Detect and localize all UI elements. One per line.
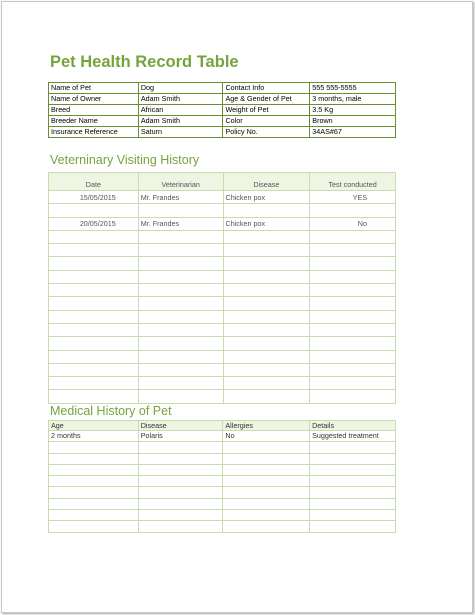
visits-cell [223,284,310,297]
medical-row [49,521,396,532]
visits-cell: Chicken pox [223,217,310,230]
medical-cell [138,464,223,475]
visits-cell [310,297,396,310]
medical-row [49,498,396,509]
visits-cell [223,310,310,323]
visits-cell [138,244,223,257]
visits-row [49,284,396,297]
medical-header-details: Details [310,421,396,431]
medical-row [49,510,396,521]
medical-cell [138,476,223,487]
medical-cell [138,510,223,521]
visits-cell [223,323,310,336]
medical-cell [49,464,139,475]
info-value: Adam Smith [138,94,223,105]
medical-cell [49,521,139,532]
visits-cell [223,257,310,270]
visits-cell [138,390,223,403]
visits-cell [49,323,139,336]
medical-cell [49,453,139,464]
visits-header-test: Test conducted [310,173,396,191]
visits-cell [138,337,223,350]
medical-cell [223,464,310,475]
info-value: 34AS#67 [310,127,396,138]
medical-cell [310,476,396,487]
visits-cell [223,297,310,310]
visits-row [49,230,396,243]
visits-header-row [49,173,396,191]
visits-cell [223,244,310,257]
visits-cell [49,284,139,297]
info-value: Brown [310,116,396,127]
medical-cell [138,453,223,464]
info-value: 3 months, male [310,94,396,105]
visits-section-title: Veterninary Visiting History [50,153,200,167]
info-row [49,116,396,127]
document-page [1,1,473,613]
visits-cell [223,363,310,376]
info-label: Age & Gender of Pet [223,94,310,105]
medical-cell [223,476,310,487]
info-row [49,127,396,138]
visits-cell [223,377,310,390]
visits-row [49,297,396,310]
medical-header-allergies: Allergies [223,421,310,431]
medical-cell [138,487,223,498]
visits-cell [310,284,396,297]
visits-cell: YES [310,191,396,204]
info-label: Name of Owner [49,94,139,105]
info-label: Contact Info [223,83,310,94]
medical-cell [49,510,139,521]
medical-cell [223,498,310,509]
visits-row [49,257,396,270]
visits-row [49,270,396,283]
medical-cell [49,487,139,498]
info-value: Adam Smith [138,116,223,127]
visits-row [49,204,396,217]
medical-cell [223,442,310,453]
visits-cell [138,284,223,297]
visits-cell [49,297,139,310]
visits-cell [223,390,310,403]
visits-cell [49,230,139,243]
visits-cell [138,377,223,390]
visits-cell [49,377,139,390]
visits-cell [49,204,139,217]
medical-cell [310,521,396,532]
visits-cell [310,270,396,283]
info-label: Insurance Reference [49,127,139,138]
visits-header-date: Date [49,173,139,191]
visits-cell [49,390,139,403]
visits-cell: No [310,217,396,230]
visits-row [49,310,396,323]
visits-cell [49,270,139,283]
medical-cell: 2 months [49,431,139,442]
visits-header-veterinarian: Veterinarian [138,173,223,191]
visits-cell [138,204,223,217]
medical-row [49,431,396,442]
visits-cell [138,230,223,243]
visits-row [49,217,396,230]
info-label: Breed [49,105,139,116]
visits-cell [138,297,223,310]
visits-row [49,363,396,376]
visits-cell: Mr. Frandes [138,191,223,204]
visits-cell [138,323,223,336]
visits-cell [49,337,139,350]
visits-cell [138,363,223,376]
visits-cell [223,337,310,350]
medical-cell [49,442,139,453]
visits-cell [310,363,396,376]
medical-cell [138,498,223,509]
info-label: Weight of Pet [223,105,310,116]
visits-row [49,377,396,390]
medical-cell [310,442,396,453]
medical-cell [310,498,396,509]
visits-cell [310,244,396,257]
visits-cell [223,230,310,243]
visits-row [49,390,396,403]
visits-table [48,172,396,404]
medical-cell [223,453,310,464]
visits-cell: Chicken pox [223,191,310,204]
medical-row [49,487,396,498]
visits-cell [223,270,310,283]
visits-row [49,337,396,350]
visits-cell [310,323,396,336]
visits-cell: 15/05/2015 [49,191,139,204]
visits-cell: Mr. Frandes [138,217,223,230]
medical-cell [310,464,396,475]
page-title: Pet Health Record Table [50,53,239,71]
visits-cell [49,310,139,323]
info-value: African [138,105,223,116]
medical-cell: No [223,431,310,442]
medical-cell [138,521,223,532]
visits-cell [138,257,223,270]
visits-cell [310,230,396,243]
info-label: Policy No. [223,127,310,138]
medical-cell [310,487,396,498]
medical-row [49,453,396,464]
visits-cell [138,350,223,363]
info-row [49,83,396,94]
info-row [49,105,396,116]
medical-cell: Suggested treatment [310,431,396,442]
medical-header-row [49,421,396,431]
visits-row [49,350,396,363]
medical-header-disease: Disease [138,421,223,431]
visits-cell [310,350,396,363]
info-row [49,94,396,105]
visits-cell [223,350,310,363]
medical-row [49,476,396,487]
visits-cell [310,257,396,270]
visits-cell [310,310,396,323]
visits-cell [138,270,223,283]
visits-cell [310,377,396,390]
medical-cell [223,487,310,498]
info-value: Dog [138,83,223,94]
medical-cell [49,498,139,509]
medical-section-title: Medical History of Pet [50,404,172,418]
visits-cell: 20/05/2015 [49,217,139,230]
medical-cell [310,453,396,464]
visits-cell [310,204,396,217]
medical-cell [310,510,396,521]
visits-cell [49,350,139,363]
medical-row [49,442,396,453]
visits-cell [310,337,396,350]
pet-info-table [48,82,396,138]
medical-cell [138,442,223,453]
info-value: Saturn [138,127,223,138]
visits-cell [49,257,139,270]
info-label: Name of Pet [49,83,139,94]
visits-row [49,191,396,204]
medical-cell [223,521,310,532]
info-value: 555 555-5555 [310,83,396,94]
visits-cell [138,310,223,323]
medical-table [48,420,396,533]
medical-cell [49,476,139,487]
medical-row [49,464,396,475]
visits-header-disease: Disease [223,173,310,191]
info-label: Breeder Name [49,116,139,127]
visits-row [49,323,396,336]
visits-cell [49,363,139,376]
visits-cell [49,244,139,257]
medical-cell [223,510,310,521]
visits-cell [223,204,310,217]
info-value: 3.5 Kg [310,105,396,116]
visits-cell [310,390,396,403]
visits-row [49,244,396,257]
medical-header-age: Age [49,421,139,431]
medical-cell: Polaris [138,431,223,442]
info-label: Color [223,116,310,127]
